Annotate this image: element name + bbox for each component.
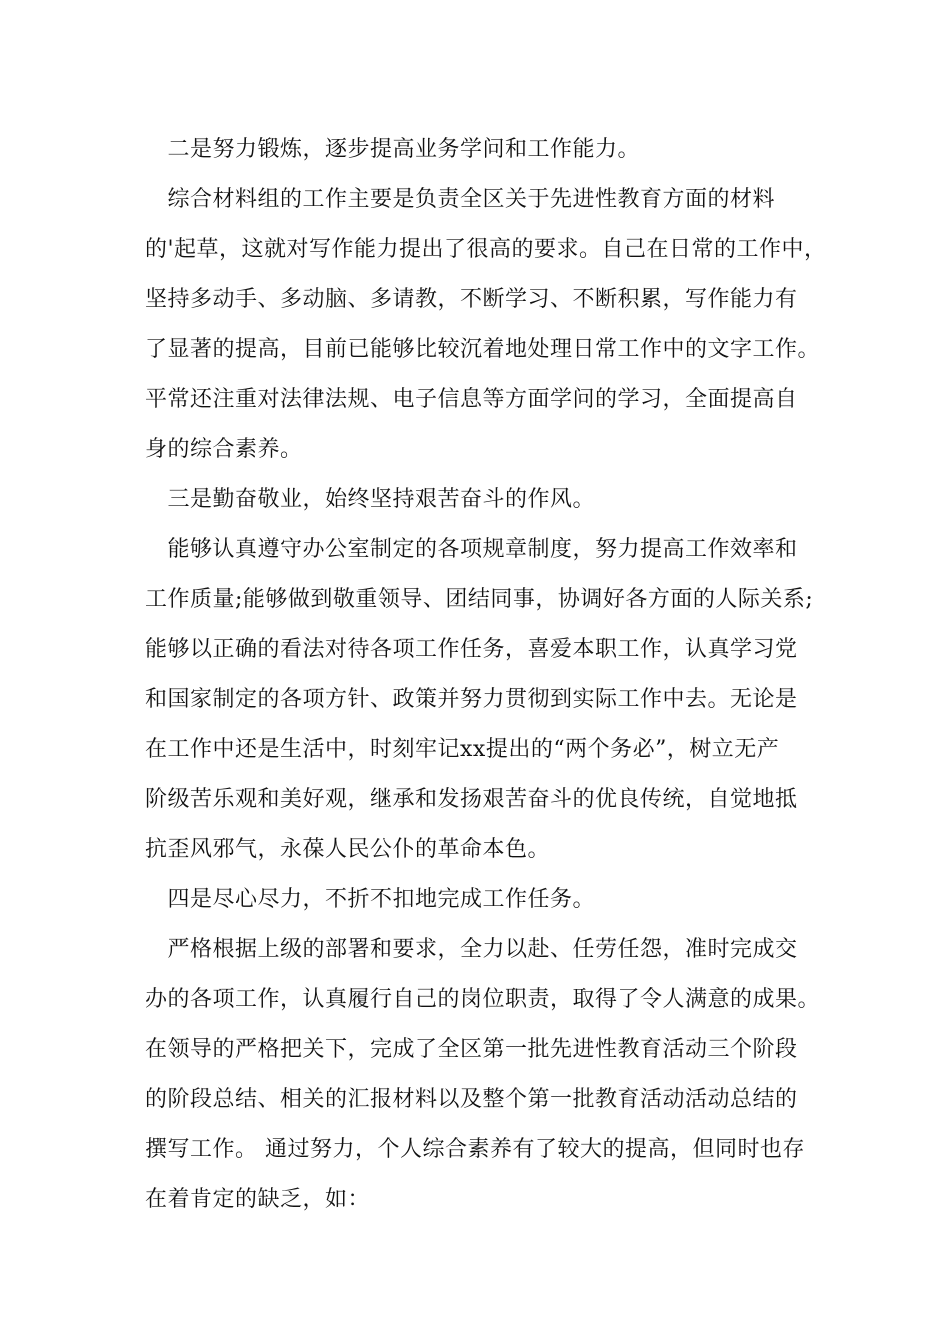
text-line: 阶级苦乐观和美好观，继承和发扬艰苦奋斗的优良传统，自觉地抵	[145, 787, 798, 812]
text-line: 和国家制定的各项方针、政策并努力贯彻到实际工作中去。无论是	[145, 687, 798, 712]
text-line: 坚持多动手、多动脑、多请教，不断学习、不断积累，写作能力有	[145, 287, 798, 312]
text-line: 四是尽心尽力，不折不扣地完成工作任务。	[145, 887, 596, 912]
text-line: 工作质量;能够做到敬重领导、团结同事，协调好各方面的人际关系;	[145, 587, 814, 612]
text-line: 的'起草，这就对写作能力提出了很高的要求。自己在日常的工作中，	[145, 237, 827, 262]
text-line: 综合材料组的工作主要是负责全区关于先进性教育方面的材料	[145, 187, 776, 212]
text-line: 严格根据上级的部署和要求，全力以赴、任劳任怨，准时完成交	[145, 937, 798, 962]
text-line: 的阶段总结、相关的汇报材料以及整个第一批教育活动活动总结的	[145, 1087, 798, 1112]
text-line: 抗歪风邪气，永葆人民公仆的革命本色。	[145, 837, 551, 862]
text-line: 能够认真遵守办公室制定的各项规章制度，努力提高工作效率和	[145, 537, 798, 562]
text-line: 二是努力锻炼，逐步提高业务学问和工作能力。	[145, 137, 641, 162]
text-line: 了显著的提高，目前已能够比较沉着地处理日常工作中的文字工作。	[145, 337, 821, 362]
text-line: 身的综合素养。	[145, 437, 303, 462]
text-line: 平常还注重对法律法规、电子信息等方面学问的学习，全面提高自	[145, 387, 798, 412]
text-line: 三是勤奋敬业，始终坚持艰苦奋斗的作风。	[145, 487, 596, 512]
text-line: 在工作中还是生活中，时刻牢记xx提出的“两个务必”，树立无产	[145, 737, 780, 762]
text-line: 能够以正确的看法对待各项工作任务，喜爱本职工作，认真学习党	[145, 637, 798, 662]
text-line: 撰写工作。 通过努力，个人综合素养有了较大的提高，但同时也存	[145, 1137, 805, 1162]
text-line: 在领导的严格把关下，完成了全区第一批先进性教育活动三个阶段	[145, 1037, 798, 1062]
text-line: 办的各项工作，认真履行自己的岗位职责，取得了令人满意的成果。	[145, 987, 821, 1012]
text-line: 在着肯定的缺乏，如：	[145, 1187, 371, 1212]
